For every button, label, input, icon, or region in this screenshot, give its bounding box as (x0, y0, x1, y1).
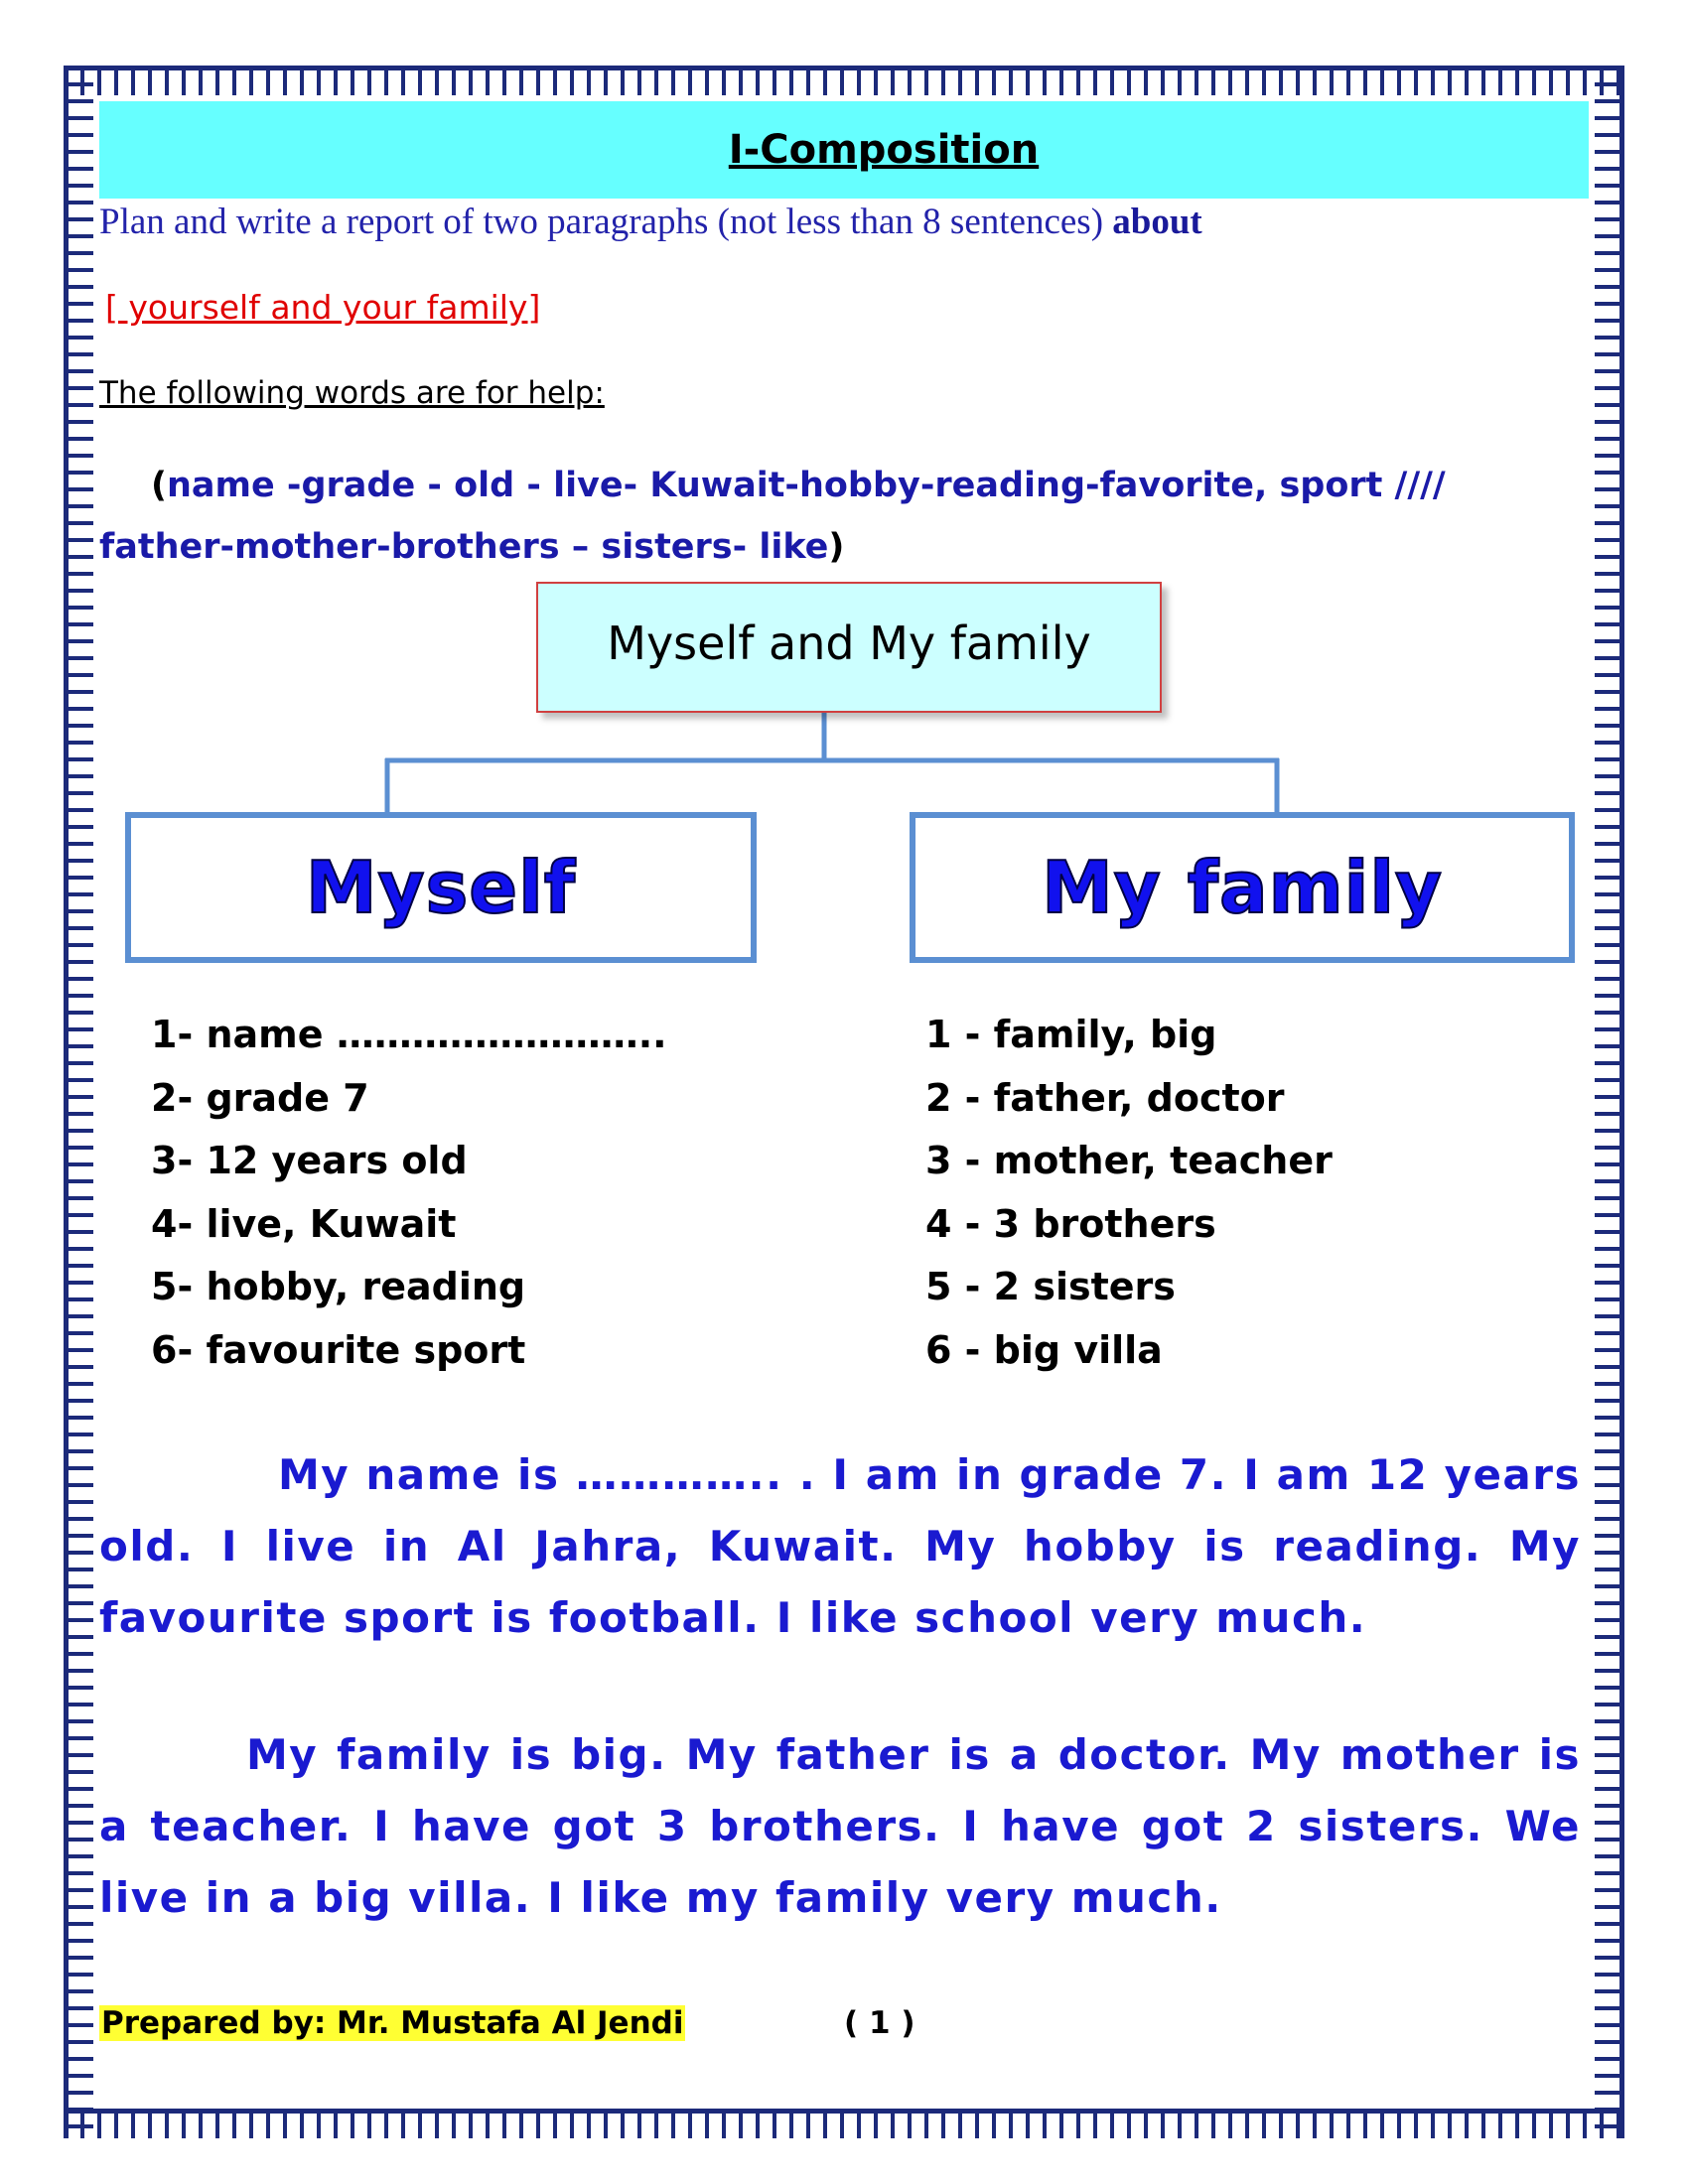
list-item: 5- hobby, reading (151, 1265, 526, 1308)
paragraph-family: My family is big. My father is a doctor. My mother is a teacher. I have got 3 brothers. I have got 2 sisters. We live in a big villa. I like my family very much. (99, 1730, 1581, 1922)
title-bar (99, 101, 1589, 199)
family-list (925, 1011, 1333, 1389)
page-border-left (64, 66, 93, 2138)
page-number: ( 1 ) (844, 2005, 915, 2041)
prepared-by: Prepared by: Mr. Mustafa Al Jendi (101, 2005, 684, 2041)
list-item: 6- favourite sport (151, 1327, 526, 1372)
diagram-myself-box (125, 812, 757, 963)
diagram-main-label: Myself and My family (607, 616, 1091, 670)
page-border-top (64, 66, 1624, 95)
list-item: 6 - big villa (925, 1327, 1163, 1372)
list-item: 3 - mother, teacher (925, 1139, 1333, 1182)
composition-topic: [ yourself and your family] (105, 288, 541, 327)
list-item: 2 - father, doctor (925, 1075, 1285, 1120)
instruction-text (99, 201, 1202, 243)
list-item: 2- grade 7 (151, 1075, 369, 1120)
diagram-family-label: My family (1042, 846, 1443, 929)
help-open-paren: ( (151, 466, 167, 505)
help-close-paren: ) (828, 527, 845, 567)
instruction-main: Plan and write a report of two paragraphs (not less than 8 sentences) (99, 202, 1113, 242)
myself-list (151, 1011, 667, 1389)
list-item: 4- live, Kuwait (151, 1201, 457, 1246)
list-item: 1- name …………………….. (151, 1013, 667, 1056)
list-item: 3- 12 years old (151, 1139, 468, 1182)
list-item: 4 - 3 brothers (925, 1201, 1216, 1246)
help-words (99, 455, 1589, 578)
list-item: 5 - 2 sisters (925, 1265, 1176, 1308)
list-item: 1 - family, big (925, 1013, 1217, 1056)
diagram-family-box (910, 812, 1575, 963)
diagram-main-box (536, 582, 1162, 713)
diagram-myself-label: Myself (305, 846, 577, 929)
help-label: The following words are for help: (99, 375, 605, 411)
help-word-list: name -grade - old - live- Kuwait-hobby-reading-favorite, sport //// father-mother-brothers – sisters- like (99, 466, 1446, 567)
instruction-bold: about (1112, 202, 1202, 242)
page-border-right (1595, 66, 1624, 2138)
page-title: I-Composition (728, 127, 1040, 173)
paragraph-myself: My name is ………….. . I am in grade 7. I am 12 years old. I live in Al Jahra, Kuwait. My hobby is reading. My favourite sport is football. I like school very much. (99, 1450, 1581, 1642)
page-border-bottom (64, 2109, 1624, 2138)
